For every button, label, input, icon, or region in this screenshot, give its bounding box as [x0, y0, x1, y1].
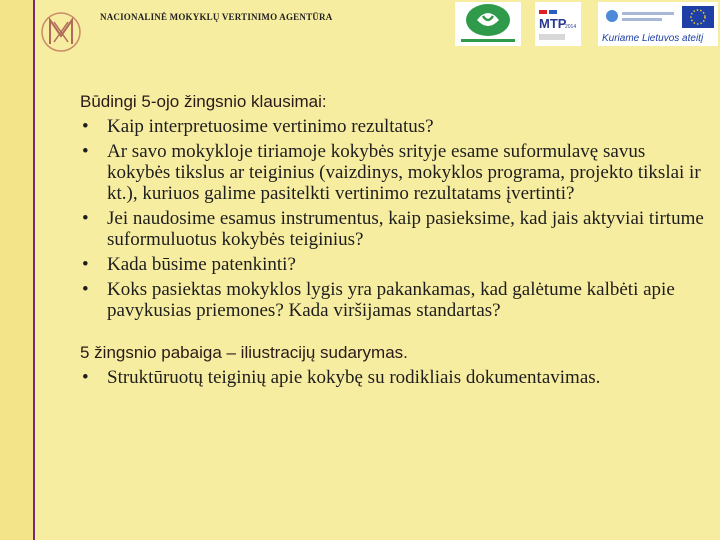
mtp-logo-text: MTP [539, 16, 567, 31]
nma-logo-icon [40, 10, 82, 54]
list-item: • Kada būsime patenkinti? [80, 254, 710, 275]
agency-title: NACIONALINĖ MOKYKLŲ VERTINIMO AGENTŪRA [100, 12, 333, 22]
step-end-section [80, 343, 710, 388]
step-end-list [80, 367, 710, 388]
eu-funds-logo [598, 2, 718, 46]
questions-list [80, 116, 710, 321]
step-end-heading: 5 žingsnio pabaiga – iliustracijų sudarymas. [80, 343, 408, 362]
list-item: • Jei naudosime esamus instrumentus, kaip pasieksime, kad jais aktyviai tirtume suformuluotus kokybės teiginius? [80, 208, 710, 250]
header [0, 0, 720, 60]
list-item: • Kaip interpretuosime vertinimo rezultatus? [80, 116, 710, 137]
questions-section [80, 92, 710, 321]
list-item: • Ar savo mokykloje tiriamoje kokybės srityje esame suformulavę savus kokybės tikslus ar teiginius (vaizdinys, mokyklos programa, projekto tikslai ir kt.), kuriuos galime pasitelkti vertinimo rezultatams įvertinti? [80, 141, 710, 204]
mtp-logo-year: 2014 [565, 24, 577, 30]
list-item: • Koks pasiektas mokyklos lygis yra pakankamas, kad galėtume kalbėti apie pavykusias priemones? Kada viršijamas standartas? [80, 279, 710, 321]
mtp-logo [535, 2, 581, 46]
slide-content [80, 92, 710, 392]
eu-logo-slogan: Kuriame Lietuvos ateitį [602, 33, 704, 44]
list-item: • Struktūruotų teiginių apie kokybę su rodikliais dokumentavimas. [80, 367, 710, 388]
left-accent-bar [0, 0, 35, 540]
green-emblem-logo [455, 2, 521, 46]
questions-heading: Būdingi 5-ojo žingsnio klausimai: [80, 92, 327, 111]
